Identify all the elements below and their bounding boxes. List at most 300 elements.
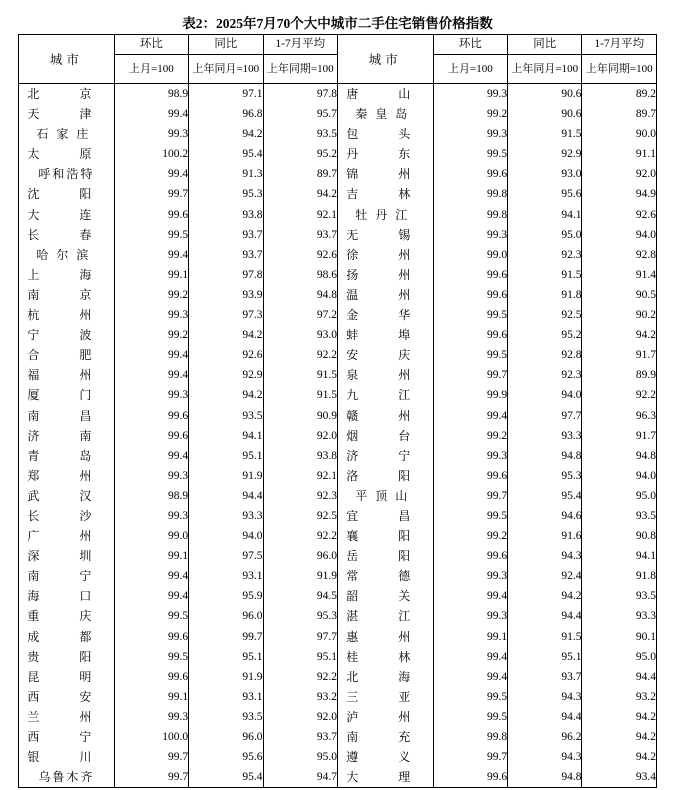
city-name-cell: 大 连 [19, 205, 115, 225]
table-row [19, 385, 657, 405]
city-name-cell: 韶 关 [337, 586, 433, 606]
value-cell: 99.5 [433, 144, 507, 164]
city-name-cell: 武 汉 [19, 486, 115, 506]
value-cell: 94.2 [582, 747, 657, 767]
page-title: 表2：2025年7月70个大中城市二手住宅销售价格指数 [182, 16, 493, 31]
value-cell: 91.7 [582, 426, 657, 446]
table-row [19, 546, 657, 566]
column-subheader-avg-left: 上年同期=100 [263, 55, 337, 84]
city-name-cell: 济 宁 [337, 446, 433, 466]
table-row [19, 124, 657, 144]
value-cell: 99.1 [114, 687, 188, 707]
value-cell: 95.7 [263, 104, 337, 124]
value-cell: 89.7 [582, 104, 657, 124]
value-cell: 99.4 [433, 586, 507, 606]
value-cell: 90.0 [582, 124, 657, 144]
value-cell: 99.7 [433, 486, 507, 506]
city-name-cell: 洛 阳 [337, 466, 433, 486]
table-row [19, 426, 657, 446]
table-row [19, 647, 657, 667]
value-cell: 93.1 [189, 566, 263, 586]
value-cell: 99.4 [114, 104, 188, 124]
price-index-table [18, 34, 657, 788]
value-cell: 93.2 [263, 687, 337, 707]
value-cell: 94.3 [508, 687, 582, 707]
city-name-cell: 吉 林 [337, 184, 433, 204]
value-cell: 93.0 [263, 325, 337, 345]
value-cell: 99.1 [433, 627, 507, 647]
city-name-cell: 包 头 [337, 124, 433, 144]
value-cell: 99.6 [433, 466, 507, 486]
value-cell: 93.7 [189, 225, 263, 245]
value-cell: 90.6 [508, 84, 582, 105]
table-row [19, 225, 657, 245]
value-cell: 99.3 [114, 305, 188, 325]
value-cell: 94.2 [189, 325, 263, 345]
city-name-cell: 唐 山 [337, 84, 433, 105]
value-cell: 94.4 [508, 707, 582, 727]
value-cell: 90.6 [508, 104, 582, 124]
value-cell: 99.2 [433, 526, 507, 546]
value-cell: 91.3 [189, 164, 263, 184]
table-row [19, 466, 657, 486]
value-cell: 96.0 [263, 546, 337, 566]
value-cell: 95.6 [189, 747, 263, 767]
value-cell: 99.3 [114, 707, 188, 727]
city-name-cell: 南 宁 [19, 566, 115, 586]
value-cell: 97.8 [189, 265, 263, 285]
value-cell: 99.6 [433, 767, 507, 788]
city-name-cell: 湛 江 [337, 606, 433, 626]
value-cell: 93.3 [189, 506, 263, 526]
value-cell: 94.1 [189, 426, 263, 446]
city-name-cell: 大 理 [337, 767, 433, 788]
value-cell: 94.3 [508, 546, 582, 566]
table-row [19, 345, 657, 365]
column-header-avg-left: 1-7月平均 [263, 35, 337, 55]
value-cell: 96.8 [189, 104, 263, 124]
value-cell: 91.5 [508, 627, 582, 647]
city-name-cell: 长 春 [19, 225, 115, 245]
value-cell: 94.8 [582, 446, 657, 466]
value-cell: 91.9 [189, 667, 263, 687]
value-cell: 94.8 [508, 446, 582, 466]
value-cell: 93.7 [263, 727, 337, 747]
table-body [19, 84, 657, 788]
value-cell: 93.8 [189, 205, 263, 225]
city-name-cell: 蚌 埠 [337, 325, 433, 345]
value-cell: 91.1 [582, 144, 657, 164]
city-name-cell: 泸 州 [337, 707, 433, 727]
table-row [19, 325, 657, 345]
city-name-cell: 太 原 [19, 144, 115, 164]
value-cell: 99.7 [114, 747, 188, 767]
value-cell: 95.0 [582, 647, 657, 667]
table-container [0, 34, 675, 788]
value-cell: 94.6 [508, 506, 582, 526]
table-row [19, 586, 657, 606]
table-row [19, 305, 657, 325]
value-cell: 93.1 [189, 687, 263, 707]
value-cell: 94.1 [582, 546, 657, 566]
value-cell: 99.2 [114, 285, 188, 305]
value-cell: 93.5 [263, 124, 337, 144]
value-cell: 93.9 [189, 285, 263, 305]
city-name-cell: 扬 州 [337, 265, 433, 285]
column-header-city-right: 城市 [337, 35, 433, 84]
value-cell: 94.0 [189, 526, 263, 546]
value-cell: 99.3 [433, 446, 507, 466]
value-cell: 92.2 [263, 526, 337, 546]
city-name-cell: 岳 阳 [337, 546, 433, 566]
value-cell: 99.4 [114, 164, 188, 184]
city-name-cell: 北 海 [337, 667, 433, 687]
value-cell: 90.5 [582, 285, 657, 305]
value-cell: 99.4 [114, 365, 188, 385]
city-name-cell: 乌鲁木齐 [19, 767, 115, 788]
value-cell: 99.6 [433, 546, 507, 566]
value-cell: 97.7 [263, 627, 337, 647]
city-name-cell: 深 圳 [19, 546, 115, 566]
value-cell: 95.2 [508, 325, 582, 345]
value-cell: 99.4 [114, 446, 188, 466]
value-cell: 94.2 [582, 727, 657, 747]
city-name-cell: 九 江 [337, 385, 433, 405]
value-cell: 94.0 [582, 466, 657, 486]
value-cell: 97.7 [508, 406, 582, 426]
value-cell: 99.3 [114, 124, 188, 144]
city-name-cell: 郑 州 [19, 466, 115, 486]
value-cell: 99.3 [433, 566, 507, 586]
value-cell: 99.5 [433, 506, 507, 526]
value-cell: 92.3 [508, 245, 582, 265]
table-row [19, 526, 657, 546]
table-row [19, 606, 657, 626]
value-cell: 99.8 [433, 184, 507, 204]
city-name-cell: 重 庆 [19, 606, 115, 626]
city-name-cell: 青 岛 [19, 446, 115, 466]
value-cell: 92.9 [189, 365, 263, 385]
value-cell: 94.2 [508, 586, 582, 606]
value-cell: 98.9 [114, 84, 188, 105]
city-name-cell: 安 庆 [337, 345, 433, 365]
value-cell: 97.8 [263, 84, 337, 105]
value-cell: 99.5 [114, 225, 188, 245]
value-cell: 99.7 [189, 627, 263, 647]
city-name-cell: 北 京 [19, 84, 115, 105]
value-cell: 95.4 [189, 144, 263, 164]
value-cell: 92.0 [263, 707, 337, 727]
city-name-cell: 宁 波 [19, 325, 115, 345]
value-cell: 91.9 [189, 466, 263, 486]
value-cell: 99.5 [433, 707, 507, 727]
table-row [19, 747, 657, 767]
city-name-cell: 泉 州 [337, 365, 433, 385]
city-name-cell: 成 都 [19, 627, 115, 647]
city-name-cell: 济 南 [19, 426, 115, 446]
city-name-cell: 丹 东 [337, 144, 433, 164]
value-cell: 99.0 [114, 526, 188, 546]
value-cell: 99.6 [114, 406, 188, 426]
table-row [19, 144, 657, 164]
value-cell: 91.5 [508, 124, 582, 144]
value-cell: 100.0 [114, 727, 188, 747]
value-cell: 99.4 [433, 647, 507, 667]
value-cell: 91.5 [263, 365, 337, 385]
value-cell: 99.5 [114, 647, 188, 667]
value-cell: 93.7 [263, 225, 337, 245]
city-name-cell: 常 德 [337, 566, 433, 586]
city-name-cell: 天 津 [19, 104, 115, 124]
value-cell: 92.3 [263, 486, 337, 506]
value-cell: 99.9 [433, 385, 507, 405]
value-cell: 92.3 [508, 365, 582, 385]
value-cell: 91.7 [582, 345, 657, 365]
value-cell: 89.9 [582, 365, 657, 385]
value-cell: 92.6 [582, 205, 657, 225]
value-cell: 95.1 [263, 647, 337, 667]
value-cell: 94.0 [582, 225, 657, 245]
value-cell: 99.3 [433, 124, 507, 144]
value-cell: 99.0 [433, 245, 507, 265]
city-name-cell: 西 宁 [19, 727, 115, 747]
value-cell: 99.6 [114, 205, 188, 225]
value-cell: 91.5 [263, 385, 337, 405]
value-cell: 94.5 [263, 586, 337, 606]
table-row [19, 245, 657, 265]
value-cell: 94.4 [508, 606, 582, 626]
value-cell: 94.4 [189, 486, 263, 506]
value-cell: 99.8 [433, 205, 507, 225]
value-cell: 99.3 [433, 84, 507, 105]
city-name-cell: 杭 州 [19, 305, 115, 325]
value-cell: 97.2 [263, 305, 337, 325]
value-cell: 95.0 [582, 486, 657, 506]
table-header [19, 35, 657, 84]
value-cell: 95.1 [189, 446, 263, 466]
value-cell: 92.1 [263, 466, 337, 486]
city-name-cell: 石家庄 [19, 124, 115, 144]
value-cell: 90.2 [582, 305, 657, 325]
value-cell: 93.8 [263, 446, 337, 466]
value-cell: 99.7 [433, 365, 507, 385]
value-cell: 92.0 [263, 426, 337, 446]
value-cell: 99.1 [114, 265, 188, 285]
value-cell: 95.3 [508, 466, 582, 486]
city-name-cell: 合 肥 [19, 345, 115, 365]
value-cell: 93.5 [582, 506, 657, 526]
value-cell: 92.6 [263, 245, 337, 265]
value-cell: 99.4 [114, 566, 188, 586]
value-cell: 94.2 [189, 124, 263, 144]
value-cell: 99.6 [433, 325, 507, 345]
city-name-cell: 福 州 [19, 365, 115, 385]
value-cell: 100.2 [114, 144, 188, 164]
city-name-cell: 平顶山 [337, 486, 433, 506]
value-cell: 93.4 [582, 767, 657, 788]
value-cell: 95.1 [508, 647, 582, 667]
city-name-cell: 遵 义 [337, 747, 433, 767]
value-cell: 99.6 [114, 667, 188, 687]
city-name-cell: 厦 门 [19, 385, 115, 405]
value-cell: 91.8 [582, 566, 657, 586]
value-cell: 95.9 [189, 586, 263, 606]
city-name-cell: 惠 州 [337, 627, 433, 647]
column-subheader-yoy-left: 上年同月=100 [189, 55, 263, 84]
value-cell: 99.7 [114, 184, 188, 204]
value-cell: 99.5 [433, 687, 507, 707]
value-cell: 94.9 [582, 184, 657, 204]
value-cell: 95.4 [189, 767, 263, 788]
value-cell: 93.5 [582, 586, 657, 606]
value-cell: 96.0 [189, 606, 263, 626]
value-cell: 89.2 [582, 84, 657, 105]
table-row [19, 285, 657, 305]
value-cell: 93.2 [582, 687, 657, 707]
value-cell: 95.6 [508, 184, 582, 204]
value-cell: 92.0 [582, 164, 657, 184]
city-name-cell: 牡丹江 [337, 205, 433, 225]
city-name-cell: 宜 昌 [337, 506, 433, 526]
table-row [19, 566, 657, 586]
value-cell: 90.9 [263, 406, 337, 426]
value-cell: 95.3 [263, 606, 337, 626]
value-cell: 99.3 [114, 385, 188, 405]
table-row [19, 667, 657, 687]
value-cell: 95.4 [508, 486, 582, 506]
value-cell: 92.6 [189, 345, 263, 365]
value-cell: 94.2 [582, 325, 657, 345]
table-row [19, 727, 657, 747]
city-name-cell: 沈 阳 [19, 184, 115, 204]
city-name-cell: 呼和浩特 [19, 164, 115, 184]
city-name-cell: 哈尔滨 [19, 245, 115, 265]
city-name-cell: 烟 台 [337, 426, 433, 446]
value-cell: 97.3 [189, 305, 263, 325]
value-cell: 93.3 [508, 426, 582, 446]
value-cell: 93.5 [189, 707, 263, 727]
table-row [19, 265, 657, 285]
value-cell: 99.5 [433, 345, 507, 365]
table-row [19, 446, 657, 466]
value-cell: 99.5 [433, 305, 507, 325]
city-name-cell: 海 口 [19, 586, 115, 606]
value-cell: 93.7 [189, 245, 263, 265]
value-cell: 91.9 [263, 566, 337, 586]
value-cell: 99.6 [433, 285, 507, 305]
table-row [19, 184, 657, 204]
value-cell: 99.4 [114, 345, 188, 365]
table-row [19, 767, 657, 788]
value-cell: 98.9 [114, 486, 188, 506]
value-cell: 95.3 [189, 184, 263, 204]
value-cell: 96.0 [189, 727, 263, 747]
column-subheader-mom-right: 上月=100 [433, 55, 507, 84]
value-cell: 99.2 [114, 325, 188, 345]
value-cell: 92.2 [582, 385, 657, 405]
value-cell: 94.4 [582, 667, 657, 687]
table-row [19, 406, 657, 426]
value-cell: 99.8 [433, 727, 507, 747]
header-row-top [19, 35, 657, 55]
value-cell: 92.2 [263, 345, 337, 365]
value-cell: 92.5 [263, 506, 337, 526]
value-cell: 99.5 [114, 606, 188, 626]
city-name-cell: 南 昌 [19, 406, 115, 426]
city-name-cell: 上 海 [19, 265, 115, 285]
value-cell: 94.2 [189, 385, 263, 405]
value-cell: 94.8 [508, 767, 582, 788]
value-cell: 99.2 [433, 426, 507, 446]
value-cell: 92.9 [508, 144, 582, 164]
city-name-cell: 赣 州 [337, 406, 433, 426]
city-name-cell: 西 安 [19, 687, 115, 707]
city-name-cell: 金 华 [337, 305, 433, 325]
table-row [19, 205, 657, 225]
value-cell: 93.7 [508, 667, 582, 687]
value-cell: 96.3 [582, 406, 657, 426]
value-cell: 94.0 [508, 385, 582, 405]
value-cell: 91.5 [508, 265, 582, 285]
city-name-cell: 南 充 [337, 727, 433, 747]
value-cell: 99.7 [433, 747, 507, 767]
city-name-cell: 长 沙 [19, 506, 115, 526]
value-cell: 93.5 [189, 406, 263, 426]
city-name-cell: 徐 州 [337, 245, 433, 265]
table-row [19, 687, 657, 707]
value-cell: 99.1 [114, 546, 188, 566]
table-row [19, 104, 657, 124]
table-row [19, 486, 657, 506]
table-row [19, 506, 657, 526]
city-name-cell: 南 京 [19, 285, 115, 305]
value-cell: 89.7 [263, 164, 337, 184]
column-subheader-yoy-right: 上年同月=100 [508, 55, 582, 84]
table-row [19, 627, 657, 647]
value-cell: 93.3 [582, 606, 657, 626]
value-cell: 99.4 [433, 667, 507, 687]
column-header-yoy-left: 同比 [189, 35, 263, 55]
value-cell: 97.5 [189, 546, 263, 566]
value-cell: 90.1 [582, 627, 657, 647]
value-cell: 94.1 [508, 205, 582, 225]
value-cell: 90.8 [582, 526, 657, 546]
table-row [19, 164, 657, 184]
value-cell: 99.2 [433, 104, 507, 124]
value-cell: 95.2 [263, 144, 337, 164]
value-cell: 92.4 [508, 566, 582, 586]
value-cell: 99.4 [433, 406, 507, 426]
value-cell: 99.3 [114, 466, 188, 486]
city-name-cell: 锦 州 [337, 164, 433, 184]
city-name-cell: 温 州 [337, 285, 433, 305]
column-header-mom-left: 环比 [114, 35, 188, 55]
value-cell: 94.7 [263, 767, 337, 788]
city-name-cell: 广 州 [19, 526, 115, 546]
value-cell: 99.6 [433, 265, 507, 285]
value-cell: 92.8 [508, 345, 582, 365]
value-cell: 99.6 [114, 627, 188, 647]
value-cell: 93.0 [508, 164, 582, 184]
city-name-cell: 襄 阳 [337, 526, 433, 546]
column-header-mom-right: 环比 [433, 35, 507, 55]
value-cell: 99.4 [114, 586, 188, 606]
value-cell: 94.8 [263, 285, 337, 305]
value-cell: 99.3 [433, 225, 507, 245]
city-name-cell: 昆 明 [19, 667, 115, 687]
column-subheader-mom-left: 上月=100 [114, 55, 188, 84]
value-cell: 94.2 [582, 707, 657, 727]
